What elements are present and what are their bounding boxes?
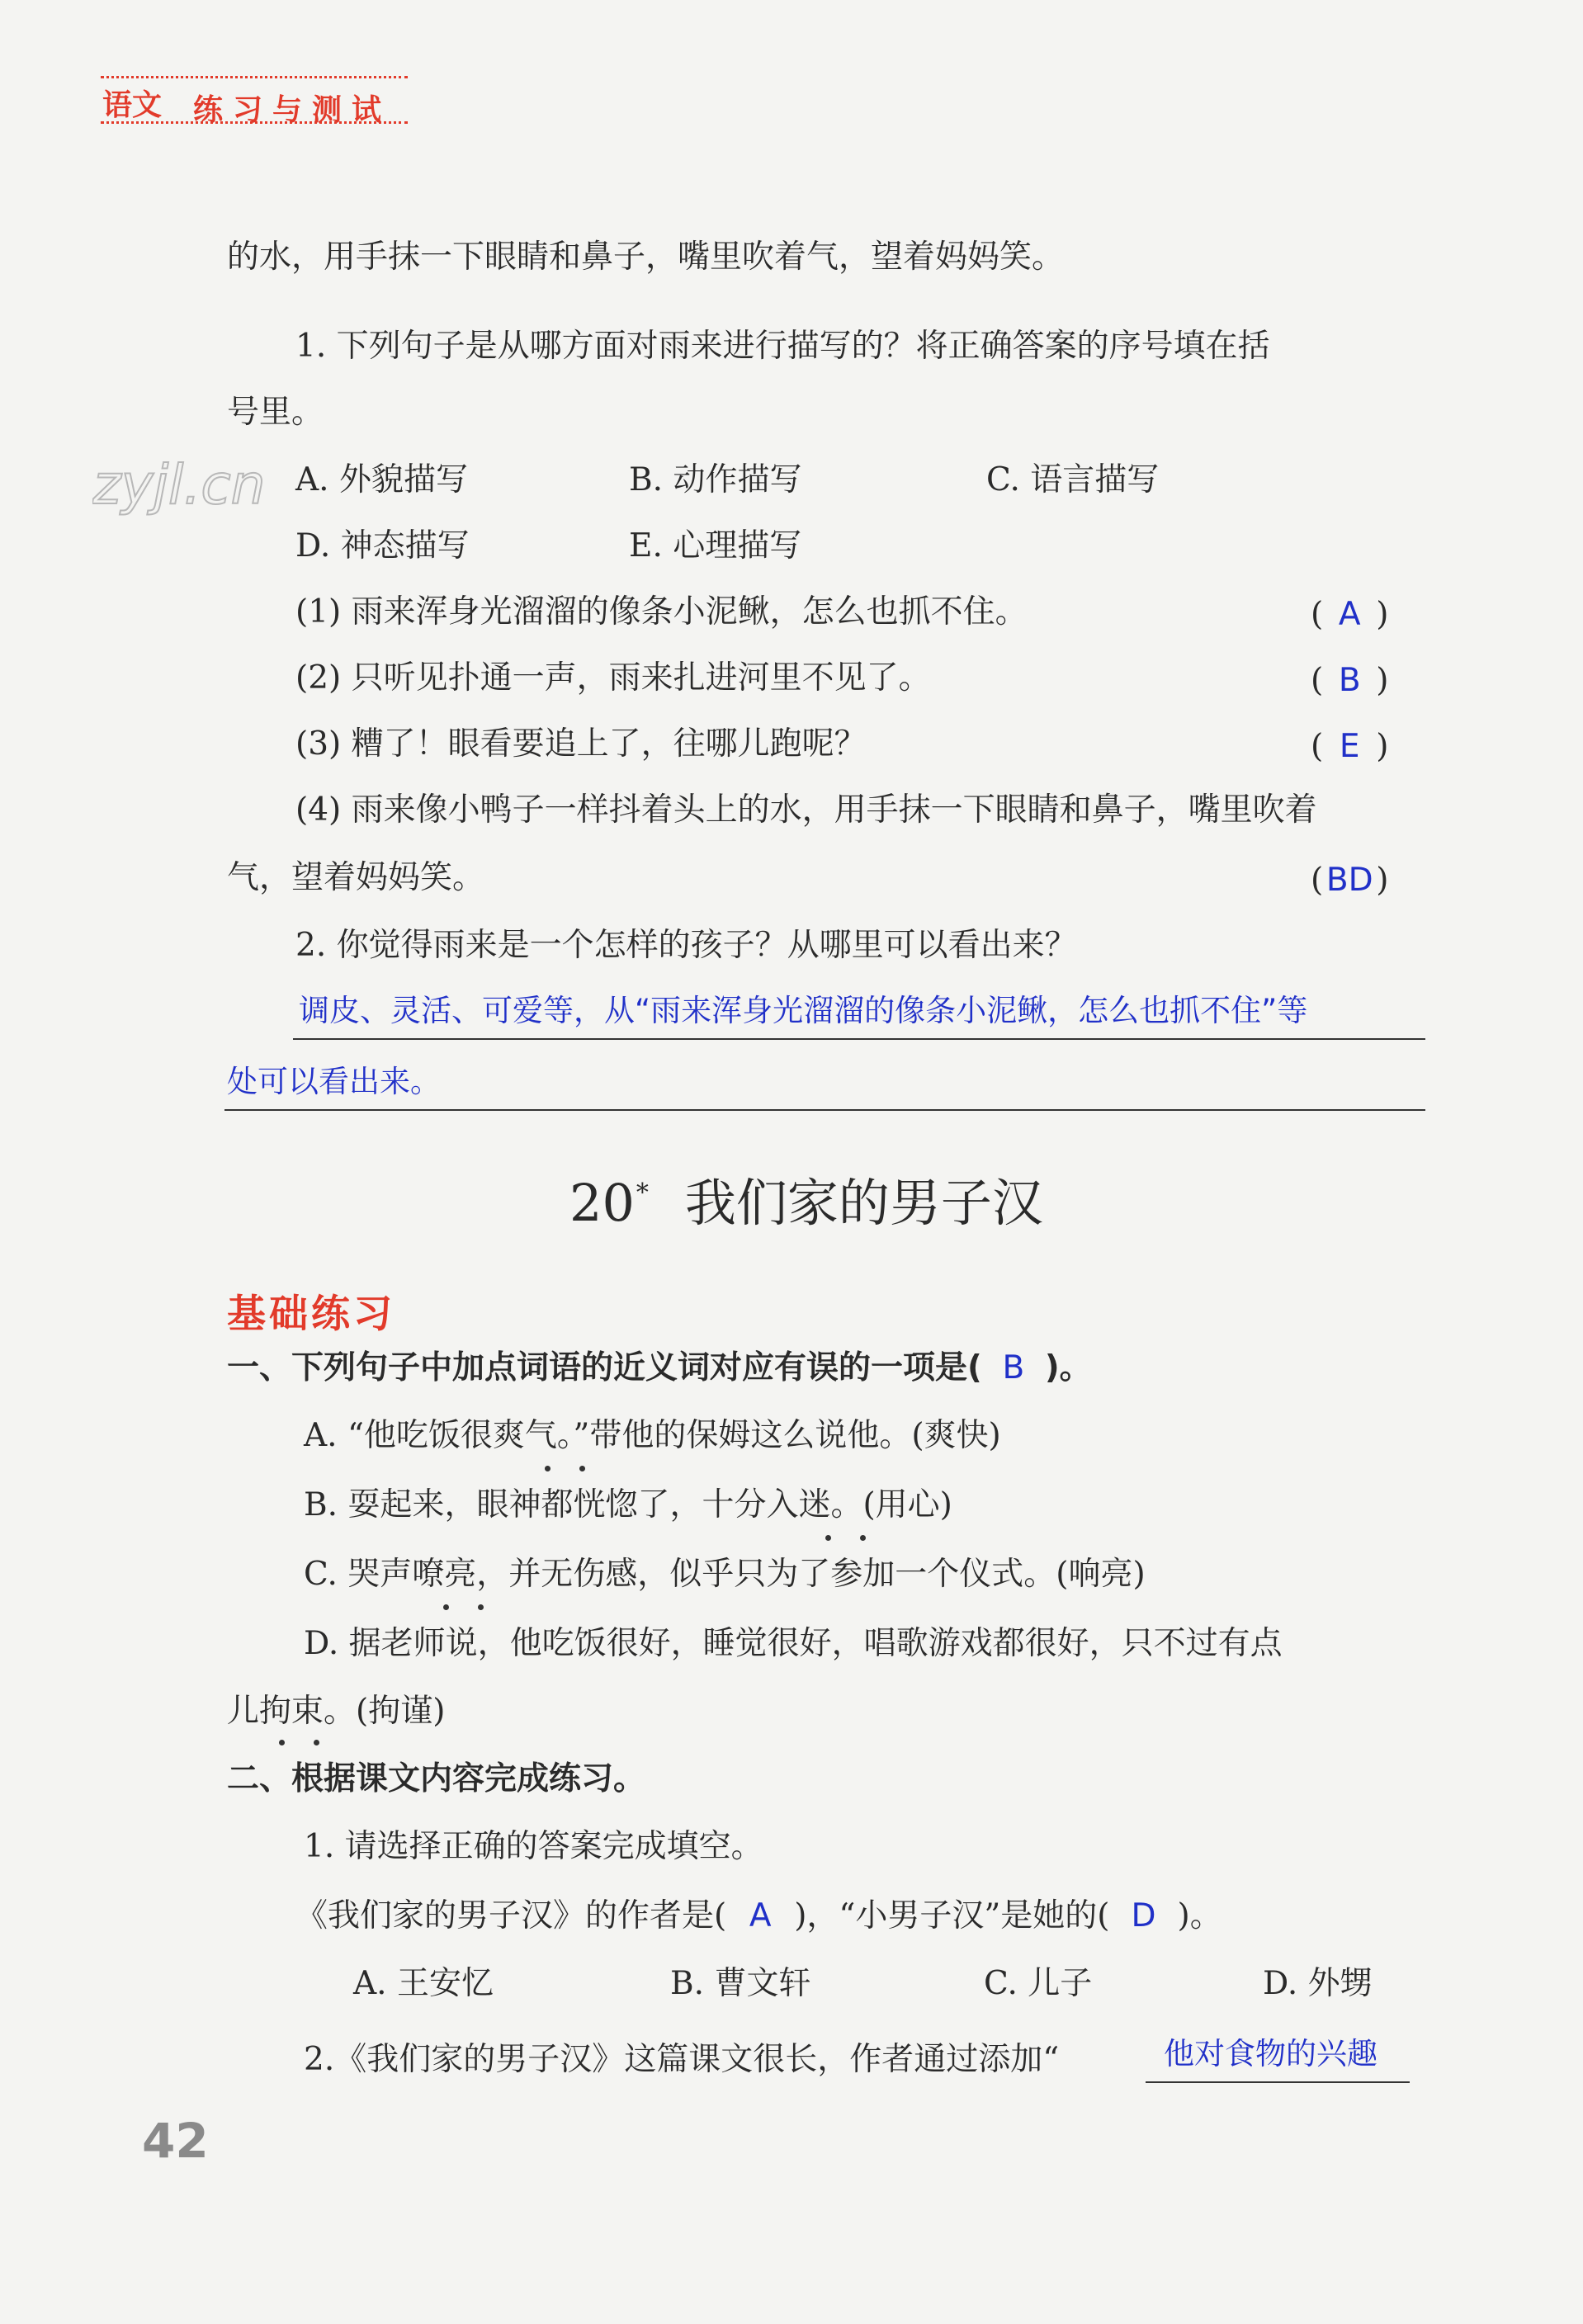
part2-option-d: D. 外甥 [1263,1965,1373,2002]
fill-text-a: 《我们家的男子汉》的作者是( [295,1897,727,1934]
fill-answer-1: A [749,1897,772,1934]
fill-text-c: )。 [1177,1897,1222,1934]
answer: BD [1325,862,1373,899]
emphasis-dot [825,1535,831,1541]
q1-item-4-cont: 气，望着妈妈笑。 [227,859,485,896]
part1-line-d: D. 据老师说，他吃饭很好，睡觉很好，唱歌游戏都很好，只不过有点 [304,1625,1283,1662]
emphasis-dot [314,1740,319,1745]
q2-prompt: 2. 你觉得雨来是一个怎样的孩子？从哪里可以看出来？ [295,927,1077,964]
fill-answer-2: D [1131,1897,1156,1934]
section-heading: 基础练习 [227,1292,395,1337]
emphasis-dot [579,1466,585,1471]
part2-option-c: C. 儿子 [984,1965,1093,2002]
header-book-title: 练习与测试 [193,93,392,127]
option-c: C. 语言描写 [986,461,1160,498]
part1-line-b: B. 耍起来，眼神都恍惚了，十分入迷。(用心) [304,1486,952,1523]
answer: B [1338,662,1361,699]
q1-item-1-answer-box: ( A ) [1311,596,1389,633]
q1-prompt: 1. 下列句子是从哪方面对雨来进行描写的？将正确答案的序号填在括 [295,328,1270,365]
q2-answer-line2: 处可以看出来。 [227,1064,441,1099]
part1-answer: B [1002,1349,1025,1386]
lesson-name: 我们家的男子汉 [684,1173,1043,1233]
option-e: E. 心理描写 [629,527,802,564]
answer-underline [1146,2081,1410,2083]
answer-underline [293,1038,1425,1040]
q1-item-2-answer-box: ( B ) [1311,662,1389,699]
part2-q1-prompt: 1. 请选择正确的答案完成填空。 [304,1828,763,1865]
q1-item-2: (2) 只听见扑通一声，雨来扎进河里不见了。 [295,659,931,697]
lesson-mark: * [636,1179,649,1207]
part1-heading-end: )。 [1044,1349,1092,1386]
emphasis-dot [478,1604,484,1610]
q2-answer-line1: 调皮、灵活、可爱等，从“雨来浑身光溜溜的像条小泥鳅，怎么也抓不住”等 [299,993,1308,1028]
fill-text-b: )，“小男子汉”是她的( [794,1897,1110,1934]
lesson-number: 20 [569,1173,635,1233]
lesson-title [569,1162,1043,1235]
q1-item-3: (3) 糟了！眼看要追上了，往哪儿跑呢？ [295,725,867,763]
part1-line-c: C. 哭声嘹亮，并无伤感，似乎只为了参加一个仪式。(响亮) [304,1556,1146,1593]
option-a: A. 外貌描写 [295,461,468,498]
emphasis-dot [545,1466,551,1471]
watermark [92,452,299,518]
answer: A [1338,596,1361,633]
part2-option-a: A. 王安忆 [353,1965,494,2002]
continued-line: 的水，用手抹一下眼睛和鼻子，嘴里吹着气，望着妈妈笑。 [227,239,1065,276]
q1-item-4: (4) 雨来像小鸭子一样抖着头上的水，用手抹一下眼睛和鼻子，嘴里吹着 [295,791,1317,829]
part2-option-b: B. 曹文轩 [670,1965,811,2002]
header-subject: 语文 [102,88,163,122]
q1-prompt-cont: 号里。 [227,394,324,431]
emphasis-dot [279,1740,285,1745]
watermark-text: zyjl.cn [92,453,266,517]
part2-fill-line [295,1897,1222,1934]
answer: E [1339,728,1360,765]
emphasis-dot [860,1535,866,1541]
part1-heading [227,1349,1092,1386]
q1-item-4-answer-box: (BD) [1311,862,1389,899]
q1-item-3-answer-box: ( E ) [1311,728,1389,765]
part2-q2-answer: 他对食物的兴趣 [1164,2036,1377,2071]
option-b: B. 动作描写 [629,461,802,498]
emphasis-dot [443,1604,449,1610]
part2-q2-prompt: 2.《我们家的男子汉》这篇课文很长，作者通过添加“ [304,2041,1060,2078]
option-d: D. 神态描写 [295,527,470,564]
page-header [101,76,408,127]
part2-heading: 二、根据课文内容完成练习。 [227,1760,646,1797]
part1-line-d2: 儿拘束。(拘谨) [227,1693,446,1730]
q1-item-1: (1) 雨来浑身光溜溜的像条小泥鳅，怎么也抓不住。 [295,593,1028,631]
page-number: 42 [142,2113,209,2169]
answer-underline [224,1109,1425,1111]
part1-heading-text: 一、下列句子中加点词语的近义词对应有误的一项是( [227,1349,982,1386]
part1-line-a: A. “他吃饭很爽气。”带他的保姆这么说他。(爽快) [304,1417,1001,1454]
